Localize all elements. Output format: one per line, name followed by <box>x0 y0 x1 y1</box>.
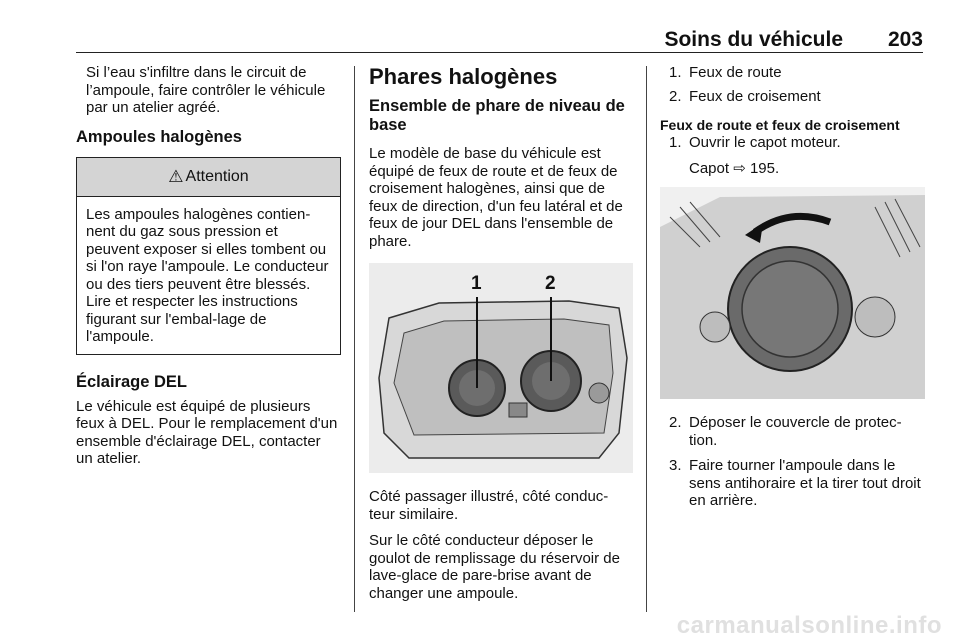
halogen-headlamps-heading: Phares halogènes <box>369 64 558 89</box>
column-divider <box>646 66 647 612</box>
led-text: Le véhicule est équipé de plusieurs feux à DEL. Pour le remplacement d'un ensemble d'éclairage DEL, contacter un atelier. <box>76 397 338 467</box>
steps-list-2 <box>660 414 925 510</box>
figure-label-1: 1 <box>471 273 482 294</box>
driver-side-note: Sur le côté conducteur déposer le goulot de remplissage du réservoir de lave-glace de pare-brise avant de changer une ampoule. <box>369 532 620 602</box>
led-heading: Éclairage DEL <box>76 372 187 391</box>
page-reference-arrow-icon: ⇨ <box>733 159 746 177</box>
column-middle <box>369 64 633 602</box>
hood-reference: Capot ⇨ 195. <box>689 159 780 177</box>
column-left <box>76 64 341 468</box>
list-item: 1. Feux de route <box>669 64 782 81</box>
high-low-beam-heading: Feux de route et feux de croisement <box>660 117 900 133</box>
figure-label-2: 2 <box>545 273 556 294</box>
warning-text: Les ampoules halogènes contien-nent du gaz sous pression et peuvent exposer si elles tombent ou si l'on raye l'ampoule. Le conducteur ou des tiers peuvent être blessés. Lire et respecter les instructions figurant sur l'embal-lage de l'ampoule. <box>86 205 329 345</box>
warning-triangle-icon: ⚠ <box>168 166 184 186</box>
list-item: 1. Ouvrir le capot moteur. <box>669 134 841 151</box>
bulb-removal-illustration <box>660 187 925 399</box>
base-headlamp-subheading: Ensemble de phare de niveau de base <box>369 97 625 134</box>
list-item: 2. Déposer le couvercle de protec-tion. <box>669 414 902 449</box>
page-header <box>76 26 923 53</box>
base-headlamp-text: Le modèle de base du véhicule est équipé de feux de route et de feux de croisement halogènes, ainsi que de feux de direction, d'un feu latéral et de feux de jour DEL dans l'ensemble de phare. <box>369 145 623 250</box>
chapter-title: Soins du véhicule <box>664 28 843 51</box>
list-item: 3. Faire tourner l'ampoule dans le sens antihoraire et la tirer tout droit en arrière. <box>669 457 921 509</box>
figure-caption: Côté passager illustré, côté conduc-teur similaire. <box>369 488 609 523</box>
warning-title: Attention <box>185 167 249 185</box>
legend-list <box>660 64 925 105</box>
column-divider <box>354 66 355 612</box>
watermark: carmanualsonline.info <box>676 612 942 639</box>
halogen-bulbs-heading: Ampoules halogènes <box>76 127 242 146</box>
headlamp-illustration <box>369 263 633 473</box>
column-right <box>660 64 925 510</box>
steps-list-1 <box>660 134 925 152</box>
warning-header <box>77 158 340 197</box>
water-intro-text: Si l’eau s'infiltre dans le circuit de l’ampoule, faire contrôler le véhicule par un atelier agréé. <box>86 64 326 116</box>
page-number: 203 <box>887 28 923 51</box>
list-item: 2. Feux de croisement <box>669 87 821 105</box>
warning-box <box>76 157 341 355</box>
reference-link[interactable]: 195. <box>749 159 780 177</box>
